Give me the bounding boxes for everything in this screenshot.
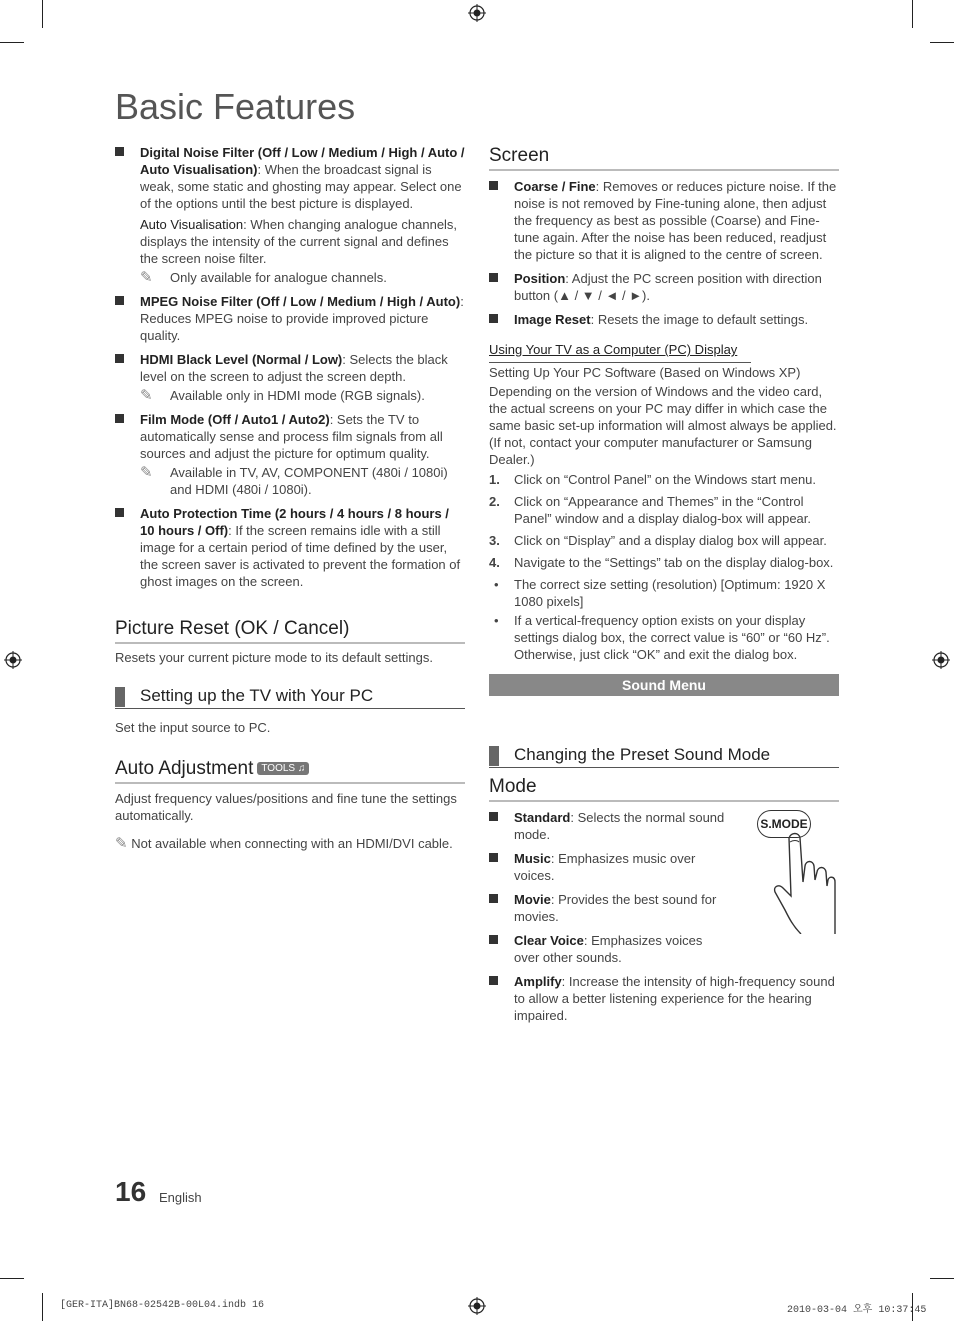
registration-mark-icon bbox=[932, 651, 950, 669]
tools-badge: TOOLS ♫ bbox=[257, 762, 309, 775]
note-icon: ✎ bbox=[115, 835, 128, 852]
sound-menu-banner: Sound Menu bbox=[489, 674, 839, 696]
list-item: Movie: Provides the best sound for movies. bbox=[489, 891, 729, 925]
list-item: Standard: Selects the normal sound mode. bbox=[489, 809, 729, 843]
step-item: 2. Click on “Appearance and Themes” in the “Control Panel” window and a display dialog-box will appear. bbox=[489, 494, 812, 526]
registration-mark-icon bbox=[468, 1297, 486, 1315]
list-item: MPEG Noise Filter (Off / Low / Medium / High / Auto): Reduces MPEG noise to provide improved picture quality. bbox=[115, 293, 465, 344]
note-icon: ✎ bbox=[140, 464, 153, 481]
mode-list bbox=[489, 809, 729, 966]
section-heading-setup-pc: Setting up the TV with Your PC bbox=[115, 686, 465, 709]
file-info: [GER-ITA]BN68-02542B-00L04.indb 16 bbox=[60, 1300, 265, 1311]
registration-mark-icon bbox=[4, 651, 22, 669]
left-column bbox=[115, 144, 465, 590]
page-number: 16 bbox=[115, 1176, 147, 1207]
list-item: Film Mode (Off / Auto1 / Auto2): Sets the TV to automatically sense and process film signals from all sources and adjust the picture for optimum quality. ✎ Available in TV, AV, COMPONENT (480i / 1080i) and HDMI (480i / 1080i). bbox=[115, 411, 465, 498]
step-item: 1. Click on “Control Panel” on the Windows start menu. bbox=[489, 472, 817, 487]
print-datetime: 2010-03-04 오후 10:37:45 bbox=[787, 1305, 927, 1316]
pointing-hand-icon bbox=[771, 830, 837, 934]
list-item: HDMI Black Level (Normal / Low): Selects the black level on the screen to adjust the screen depth. ✎ Available only in HDMI mode (RGB signals). bbox=[115, 351, 465, 404]
note-icon: ✎ bbox=[140, 269, 153, 286]
pc-section bbox=[489, 364, 839, 663]
bullet-item: • The correct size setting (resolution) [Optimum: 1920 X 1080 pixels] bbox=[494, 577, 826, 609]
list-item: Music: Emphasizes music over voices. bbox=[489, 850, 729, 884]
step-item: 4. Navigate to the “Settings” tab on the display dialog-box. bbox=[489, 555, 834, 570]
section-heading-mode: Mode bbox=[489, 776, 839, 802]
page-title: Basic Features bbox=[115, 86, 356, 127]
list-item: Coarse / Fine: Removes or reduces picture noise. If the noise is not removed by Fine-tuning alone, then adjust the frequency as best as possible (Coarse) and Fine-tune again. After the noise has been reduced, readjust the picture so that it is aligned to the centre of screen. bbox=[489, 178, 839, 263]
auto-adjust-text: Adjust frequency values/positions and fine tune the settings automatically. bbox=[115, 791, 457, 823]
section-heading-picture-reset: Picture Reset (OK / Cancel) bbox=[115, 618, 465, 644]
picture-reset-text: Resets your current picture mode to its default settings. bbox=[115, 650, 433, 665]
section-heading-preset-sound: Changing the Preset Sound Mode bbox=[489, 745, 839, 768]
pc-intro-2: Depending on the version of Windows and the video card, the actual screens on your PC may differ in which case the same basic set-up information will almost always be applied. (If not, contact your computer manufacturer or Samsung Dealer.) bbox=[489, 384, 837, 467]
smode-button-illustration bbox=[757, 810, 837, 934]
list-item: Clear Voice: Emphasizes voices over other sounds. bbox=[489, 932, 729, 966]
registration-mark-icon bbox=[468, 4, 486, 22]
setup-pc-text: Set the input source to PC. bbox=[115, 720, 271, 735]
section-heading-screen: Screen bbox=[489, 145, 839, 171]
list-item: Amplify: Increase the intensity of high-frequency sound to allow a better listening experience for the hearing impaired. bbox=[489, 973, 839, 1024]
pc-display-heading: Using Your TV as a Computer (PC) Display bbox=[489, 342, 738, 357]
auto-adjust-note: ✎ Not available when connecting with an HDMI/DVI cable. bbox=[115, 835, 453, 852]
list-item: Auto Protection Time (2 hours / 4 hours / 8 hours / 10 hours / Off): If the screen remains idle with a still image for a certain period of time defined by the user, the screen saver is activated to prevent the formation of ghost images on the screen. bbox=[115, 505, 465, 590]
list-item: Digital Noise Filter (Off / Low / Medium / High / Auto / Auto Visualisation): When the broadcast signal is weak, some static and ghosting may appear. Select one of the options until the best picture is displayed. Auto Visualisation: When changing analogue channels, displays the intensity of the current signal and defines the screen noise filter. ✎ Only available for analogue channels. bbox=[115, 144, 465, 286]
pc-intro-1: Setting Up Your PC Software (Based on Windows XP) bbox=[489, 365, 801, 380]
bullet-item: • If a vertical-frequency option exists on your display settings dialog box, the correct value is “60” or “60 Hz”. Otherwise, just click “OK” and exit the dialog box. bbox=[494, 613, 830, 662]
list-item: Image Reset: Resets the image to default settings. bbox=[489, 311, 839, 328]
smode-button: S.MODE bbox=[757, 810, 811, 838]
step-item: 3. Click on “Display” and a display dialog box will appear. bbox=[489, 533, 827, 548]
list-item: Position: Adjust the PC screen position with direction button (▲ / ▼ / ◄ / ►). bbox=[489, 270, 839, 304]
note-icon: ✎ bbox=[140, 387, 153, 404]
mode-list-amplify bbox=[489, 973, 839, 1024]
page-language: English bbox=[159, 1190, 202, 1205]
section-heading-auto-adjustment: Auto Adjustment TOOLS ♫ bbox=[115, 758, 465, 784]
screen-list bbox=[489, 178, 839, 328]
